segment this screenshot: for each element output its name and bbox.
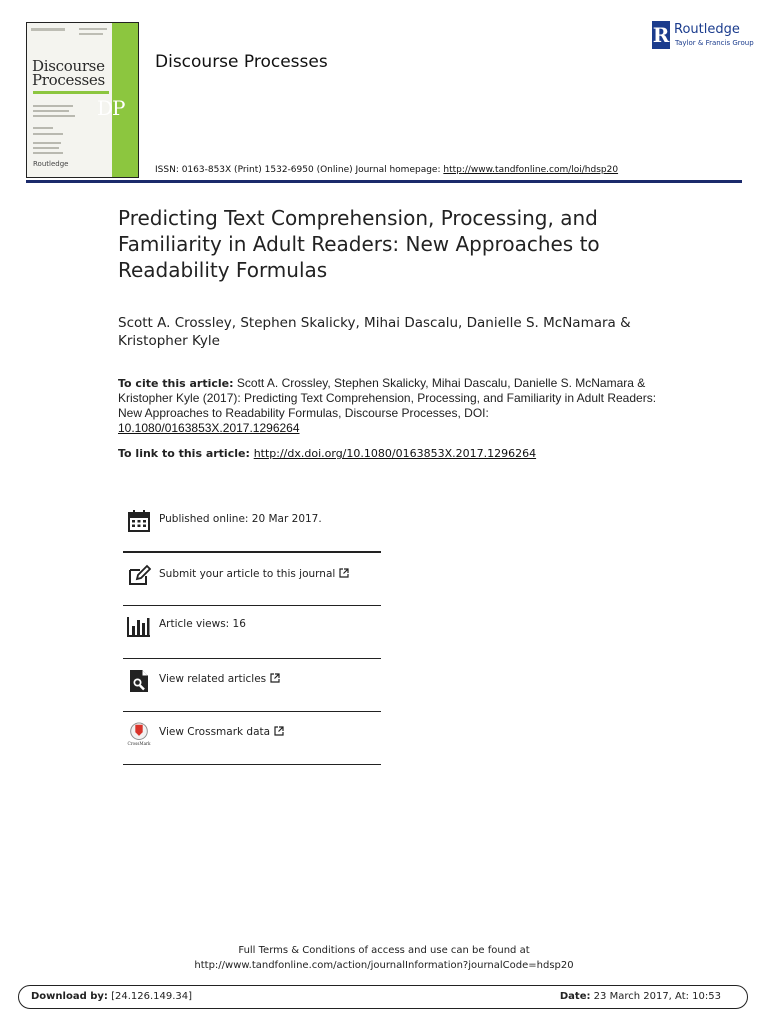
- external-link-icon: [339, 568, 349, 578]
- journal-name: Discourse Processes: [155, 52, 328, 72]
- download-ip: [24.126.149.34]: [111, 991, 193, 1002]
- article-title: Predicting Text Comprehension, Processing, and Familiarity in Adult Readers: New Approaches to Readability Formulas: [118, 206, 600, 282]
- crossmark-icon-label: CrossMark: [127, 741, 151, 746]
- info-divider: [123, 764, 381, 765]
- terms-notice: [0, 943, 768, 973]
- crossmark-link[interactable]: [159, 726, 284, 738]
- bar-chart-icon: [127, 614, 151, 638]
- article-views-row: [123, 600, 381, 652]
- crossmark-label: View Crossmark data: [159, 726, 271, 738]
- calendar-icon: [127, 509, 151, 533]
- journal-cover-image: [26, 22, 139, 178]
- journal-homepage-link[interactable]: http://www.tandfonline.com/loi/hdsp20: [443, 165, 619, 175]
- article-views: Article views: 16: [159, 618, 246, 630]
- edit-icon: [127, 564, 151, 588]
- crossmark-icon: [127, 722, 151, 746]
- terms-url[interactable]: http://www.tandfonline.com/action/journalInformation?journalCode=hdsp20: [194, 960, 574, 971]
- external-link-icon: [274, 726, 284, 736]
- submit-article-label: Submit your article to this journal: [159, 568, 336, 580]
- crossmark-row[interactable]: [123, 708, 381, 760]
- routledge-logo: [652, 21, 752, 51]
- link-label: To link to this article:: [118, 447, 254, 460]
- cover-title-line2: Processes: [32, 71, 105, 89]
- article-url-link[interactable]: http://dx.doi.org/10.1080/0163853X.2017.1296264: [253, 447, 537, 460]
- download-by: [31, 991, 192, 1002]
- cover-title-line1: Discourse: [32, 57, 105, 75]
- cover-mark: DP: [97, 96, 125, 120]
- cite-label: To cite this article:: [118, 377, 234, 390]
- download-label: Download by:: [31, 991, 108, 1002]
- header-divider: [26, 180, 742, 183]
- date-value: 23 March 2017, At: 10:53: [593, 991, 721, 1002]
- issn-text: ISSN: 0163-853X (Print) 1532-6950 (Online) Journal homepage:: [155, 165, 444, 175]
- issn-line: [155, 165, 618, 175]
- related-articles-link[interactable]: [159, 673, 280, 685]
- article-link-line: [118, 446, 678, 461]
- submit-article-row[interactable]: [123, 550, 381, 602]
- terms-line1: Full Terms & Conditions of access and use can be found at: [238, 945, 530, 956]
- external-link-icon: [270, 673, 280, 683]
- published-date: Published online: 20 Mar 2017.: [159, 513, 322, 525]
- publisher-name: Routledge: [674, 22, 740, 37]
- search-document-icon: [127, 669, 151, 693]
- cover-publisher-mark: Routledge: [33, 160, 69, 168]
- routledge-r-icon: R: [652, 23, 670, 47]
- related-articles-label: View related articles: [159, 673, 267, 685]
- related-articles-row[interactable]: [123, 655, 381, 707]
- citation-block: [118, 376, 658, 436]
- date-label: Date:: [559, 991, 591, 1002]
- article-authors: Scott A. Crossley, Stephen Skalicky, Mihai Dascalu, Danielle S. McNamara & Kristopher Kyle: [118, 315, 631, 349]
- download-info-bar: [18, 985, 748, 1009]
- doi-link[interactable]: 10.1080/0163853X.2017.1296264: [118, 421, 300, 435]
- publisher-tagline: Taylor & Francis Group: [675, 39, 754, 47]
- submit-article-link[interactable]: [159, 568, 349, 580]
- published-row: [123, 495, 381, 547]
- download-date: [560, 991, 721, 1002]
- cite-text: Scott A. Crossley, Stephen Skalicky, Mihai Dascalu, Danielle S. McNamara & Kristopher Kyle (2017): Predicting Text Comprehension, Processing, and Familiarity in Adult Readers: New Approaches to Readability Formulas, Discourse Processes, DOI:: [118, 376, 657, 420]
